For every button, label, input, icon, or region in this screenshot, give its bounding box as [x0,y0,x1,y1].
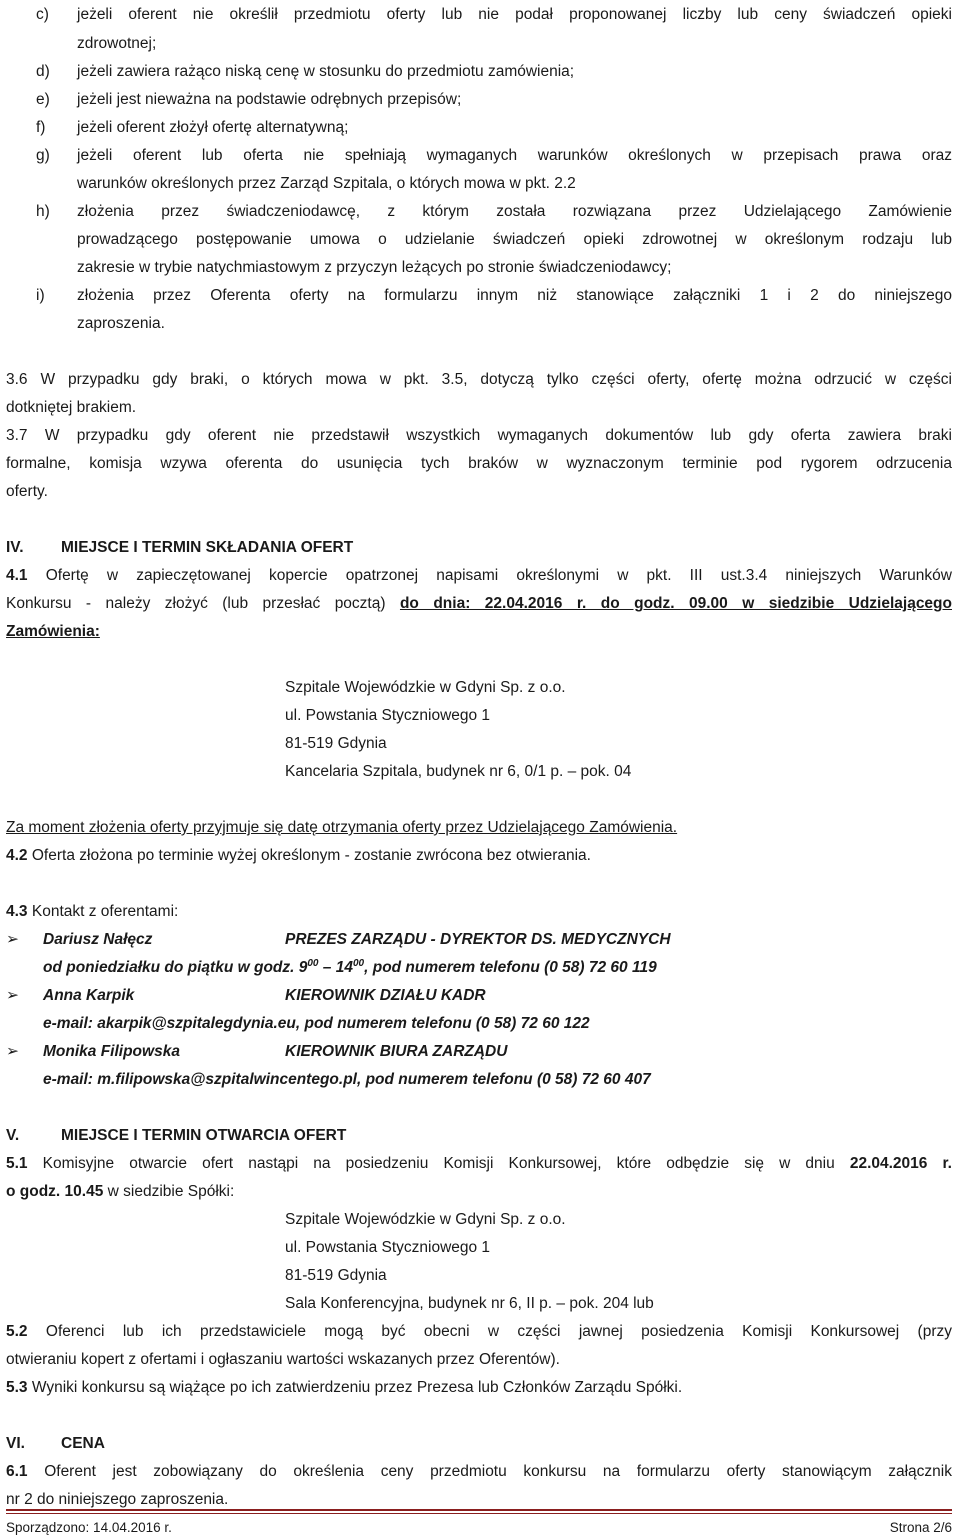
contact2-name: Anna Karpik [43,987,135,1004]
contact3-role: KIEROWNIK BIURA ZARZĄDU [285,1043,508,1060]
footer-rule-thin [6,1513,952,1514]
para-3-7-line2: formalne, komisja wzywa oferenta do usunięcia tych braków w wyznaczonym terminie pod rygorem odrzucenia [6,455,952,472]
contact3-name: Monika Filipowska [43,1043,180,1060]
item-h-line1: złożenia przez świadczeniodawcę, z którym została rozwiązana przez Udzielającego Zamówienie [77,203,952,220]
item-h-line3: zakresie w trybie natychmiastowym z przyczyn leżących po stronie świadczeniodawcy; [77,259,672,276]
item-d-text: jeżeli zawiera rażąco niską cenę w stosunku do przedmiotu zamówienia; [77,63,575,80]
contact1-detail-a: od poniedziałku do piątku w godz. 9 [43,959,308,976]
item-c-label: c) [36,6,49,23]
contact1-detail-b: – 14 [318,959,353,976]
para-4-2 [6,846,591,866]
item-e-text: jeżeli jest nieważna na podstawie odrębnych przepisów; [77,91,462,108]
section-4-number: IV. [6,539,24,556]
para-6-1-line1 [6,1462,952,1482]
para-5-1-number: 5.1 [6,1155,28,1172]
item-h-label: h) [36,203,50,220]
address2-line2: ul. Powstania Styczniowego 1 [285,1239,491,1256]
contact1-role: PREZES ZARZĄDU - DYREKTOR DS. MEDYCZNYCH [285,931,671,948]
para-5-3-text: Wyniki konkursu są wiążące po ich zatwierdzeniu przez Prezesa lub Członków Zarządu Spółki. [31,1379,683,1396]
item-f-text: jeżeli oferent złożył ofertę alternatywną; [77,119,349,136]
para-4-2-number: 4.2 [6,847,28,864]
para-4-2-text: Oferta złożona po terminie wyżej określonym - zostanie zwrócona bez otwierania. [31,847,591,864]
para-3-7-line1: 3.7 W przypadku gdy oferent nie przedstawił wszystkich wymaganych dokumentów lub gdy oferta zawiera braki [6,427,952,444]
para-5-1-place: w siedzibie Spółki: [103,1183,235,1200]
contact1-detail [43,958,657,978]
para-4-1-number: 4.1 [6,567,28,584]
section-5-title: MIEJSCE I TERMIN OTWARCIA OFERT [61,1127,347,1144]
para-5-2-line1 [6,1322,952,1342]
item-i-line2: zaproszenia. [77,315,165,332]
para-3-6-line1: 3.6 W przypadku gdy braki, o których mowa w pkt. 3.5, dotyczą tylko części oferty, ofertę można odrzucić w części [6,371,952,388]
item-e-label: e) [36,91,50,108]
address2-line4: Sala Konferencyjna, budynek nr 6, II p. – pok. 204 lub [285,1295,654,1312]
address1-line2: ul. Powstania Styczniowego 1 [285,707,491,724]
para-4-1-line3: Zamówienia: [6,623,100,640]
contact2-detail: e-mail: akarpik@szpitalegdynia.eu, pod numerem telefonu (0 58) 72 60 122 [43,1015,590,1032]
para-5-1-date: 22.04.2016 r. [849,1155,952,1172]
contact2-role: KIEROWNIK DZIAŁU KADR [285,987,486,1004]
item-c-line2: zdrowotnej; [77,35,157,52]
contact1-sup2: 00 [352,957,365,969]
address2-line3: 81-519 Gdynia [285,1267,387,1284]
para-5-3 [6,1378,682,1398]
para-5-2-number: 5.2 [6,1323,28,1340]
item-g-line1: jeżeli oferent lub oferta nie spełniają wymaganych warunków określonych w przepisach prawa oraz [77,147,952,164]
item-f-label: f) [36,119,46,136]
section-6-number: VI. [6,1435,25,1452]
para-4-1-text2: Konkursu - należy złożyć (lub przesłać pocztą) [6,595,400,612]
contact1-sup1: 00 [307,957,319,969]
address2-line1: Szpitale Wojewódzkie w Gdyni Sp. z o.o. [285,1211,566,1228]
item-i-line1: złożenia przez Oferenta oferty na formularzu innym niż stanowiące załączniki 1 i 2 do niniejszego [77,287,952,304]
bullet-arrow-icon: ➢ [6,987,19,1004]
para-4-3-text: Kontakt z oferentami: [31,903,179,920]
para-5-3-number: 5.3 [6,1379,28,1396]
item-h-line2: prowadzącego postępowanie umowa o udzielanie świadczeń opieki zdrowotnej w określonym rodzaju lub [77,231,952,248]
item-g-line2: warunków określonych przez Zarząd Szpitala, o których mowa w pkt. 2.2 [77,175,576,192]
para-4-3-number: 4.3 [6,903,28,920]
para-5-2-line2: otwieraniu kopert z ofertami i ogłaszaniu wartości wskazanych przez Oferentów). [6,1351,560,1368]
item-c-line1: jeżeli oferent nie określił przedmiotu oferty lub nie podał proponowanej liczby lub ceny świadczeń opieki [77,6,952,23]
para-6-1-text: Oferent jest zobowiązany do określenia ceny przedmiotu konkursu na formularzu oferty stanowiącym załącznik [44,1463,952,1480]
para-6-1-line2: nr 2 do niniejszego zaproszenia. [6,1491,229,1508]
para-6-1-number: 6.1 [6,1463,28,1480]
para-5-1-text: Komisyjne otwarcie ofert nastąpi na posiedzeniu Komisji Konkursowej, które odbędzie się w dniu [42,1155,850,1172]
footer-rule [6,1509,952,1511]
contact1-detail-c: , pod numerem telefonu (0 58) 72 60 119 [364,959,657,976]
para-5-1-time: o godz. 10.45 [6,1183,104,1200]
para-3-6-line2: dotkniętej brakiem. [6,399,137,416]
item-d-label: d) [36,63,50,80]
footer-page-number: Strona 2/6 [889,1520,952,1535]
section-6-title: CENA [61,1435,105,1452]
para-5-2-text: Oferenci lub ich przedstawiciele mogą być obecni w części jawnej posiedzenia Komisji Konkursowej (przy [45,1323,952,1340]
address1-line1: Szpitale Wojewódzkie w Gdyni Sp. z o.o. [285,679,566,696]
item-i-label: i) [36,287,45,304]
section-5-number: V. [6,1127,20,1144]
address1-line4: Kancelaria Szpitala, budynek nr 6, 0/1 p. – pok. 04 [285,763,632,780]
section-4-title: MIEJSCE I TERMIN SKŁADANIA OFERT [61,539,354,556]
para-5-1-line1 [6,1154,952,1174]
contact1-name: Dariusz Nałęcz [43,931,153,948]
para-4-1-text: Ofertę w zapieczętowanej kopercie opatrzonej napisami określonymi w pkt. III ust.3.4 niniejszych Warunków [45,567,952,584]
bullet-arrow-icon: ➢ [6,931,19,948]
bullet-arrow-icon: ➢ [6,1043,19,1060]
para-5-1-line2 [6,1182,234,1202]
para-4-1-line2 [6,594,952,614]
submission-moment-note: Za moment złożenia oferty przyjmuje się datę otrzymania oferty przez Udzielającego Zamówienia. [6,819,678,836]
item-g-label: g) [36,147,50,164]
address1-line3: 81-519 Gdynia [285,735,387,752]
para-4-3 [6,902,178,922]
para-4-1-line1 [6,566,952,586]
para-4-1-deadline: do dnia: 22.04.2016 r. do godz. 09.00 w siedzibie Udzielającego [399,595,952,612]
footer-date: Sporządzono: 14.04.2016 r. [6,1520,172,1535]
para-3-7-line3: oferty. [6,483,48,500]
contact3-detail: e-mail: m.filipowska@szpitalwincentego.pl, pod numerem telefonu (0 58) 72 60 407 [43,1071,651,1088]
